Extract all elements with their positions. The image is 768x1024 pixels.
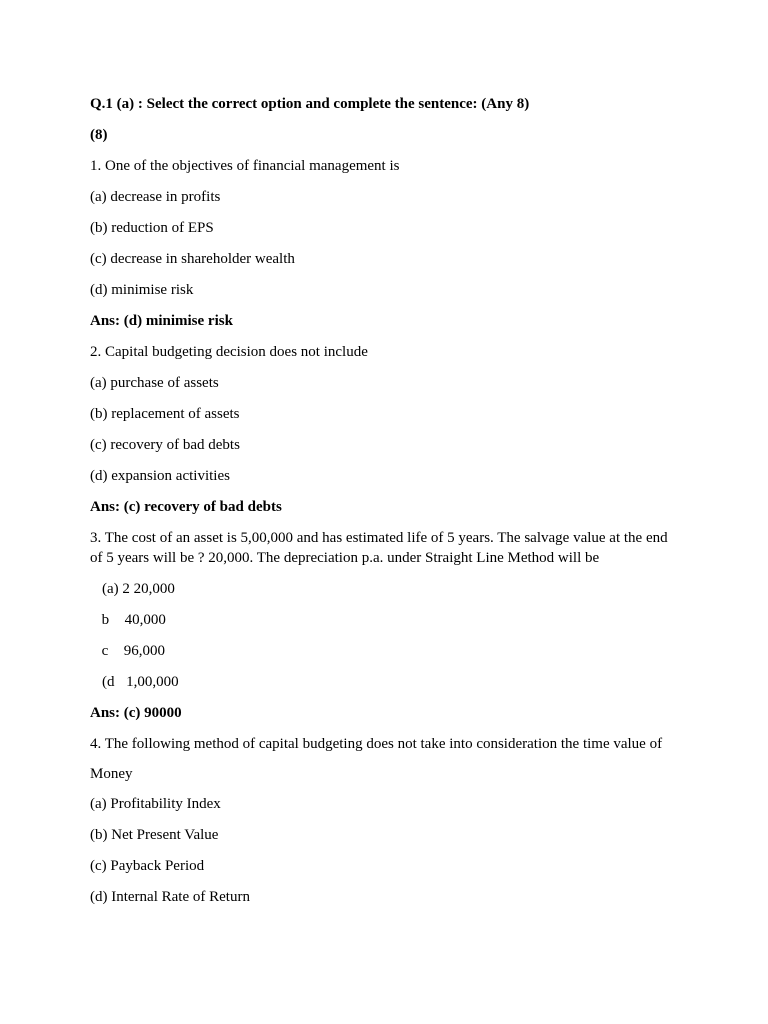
question-4-option-a: (a) Profitability Index [90, 796, 221, 812]
question-3-option-d: (d 1,00,000 [102, 674, 171, 690]
question-1-stem: 1. One of the objectives of financial management is [90, 158, 400, 174]
marks-label: (8) [90, 127, 108, 143]
question-3-option-a: (a) 2 20,000 [102, 581, 175, 597]
question-2-option-d: (d) expansion activities [90, 468, 230, 484]
question-4-option-c: (c) Payback Period [90, 858, 205, 874]
question-heading: Q.1 (a) : Select the correct option and complete the sentence: (Any 8) [90, 96, 530, 112]
question-1-option-a: (a) decrease in profits [90, 189, 221, 205]
question-2-option-b: (b) replacement of assets [90, 406, 240, 422]
question-4-stem: 4. The following method of capital budgeting does not take into consideration the time value of [90, 736, 663, 752]
question-4-option-d: (d) Internal Rate of Return [90, 889, 250, 905]
question-3-answer: Ans: (c) 90000 [90, 705, 182, 721]
question-2-option-a: (a) purchase of assets [90, 375, 219, 391]
question-2-option-c: (c) recovery of bad debts [90, 437, 240, 453]
question-4-stem-continued: Money [90, 766, 133, 782]
question-2-answer: Ans: (c) recovery of bad debts [90, 499, 282, 515]
document-page [90, 94, 680, 918]
question-1-option-c: (c) decrease in shareholder wealth [90, 251, 295, 267]
question-3-option-b: b 40,000 [90, 612, 150, 628]
question-3-stem: 3. The cost of an asset is 5,00,000 and has estimated life of 5 years. The salvage value at the end of 5 years will be ? 20,000. The depreciation p.a. under Straight Line Method will be [90, 530, 668, 566]
question-3-option-c: c 96,000 [90, 643, 150, 659]
question-4-option-b: (b) Net Present Value [90, 827, 219, 843]
question-2-stem: 2. Capital budgeting decision does not include [90, 344, 368, 360]
question-1-option-b: (b) reduction of EPS [90, 220, 214, 236]
question-1-option-d: (d) minimise risk [90, 282, 194, 298]
question-1-answer: Ans: (d) minimise risk [90, 313, 233, 329]
